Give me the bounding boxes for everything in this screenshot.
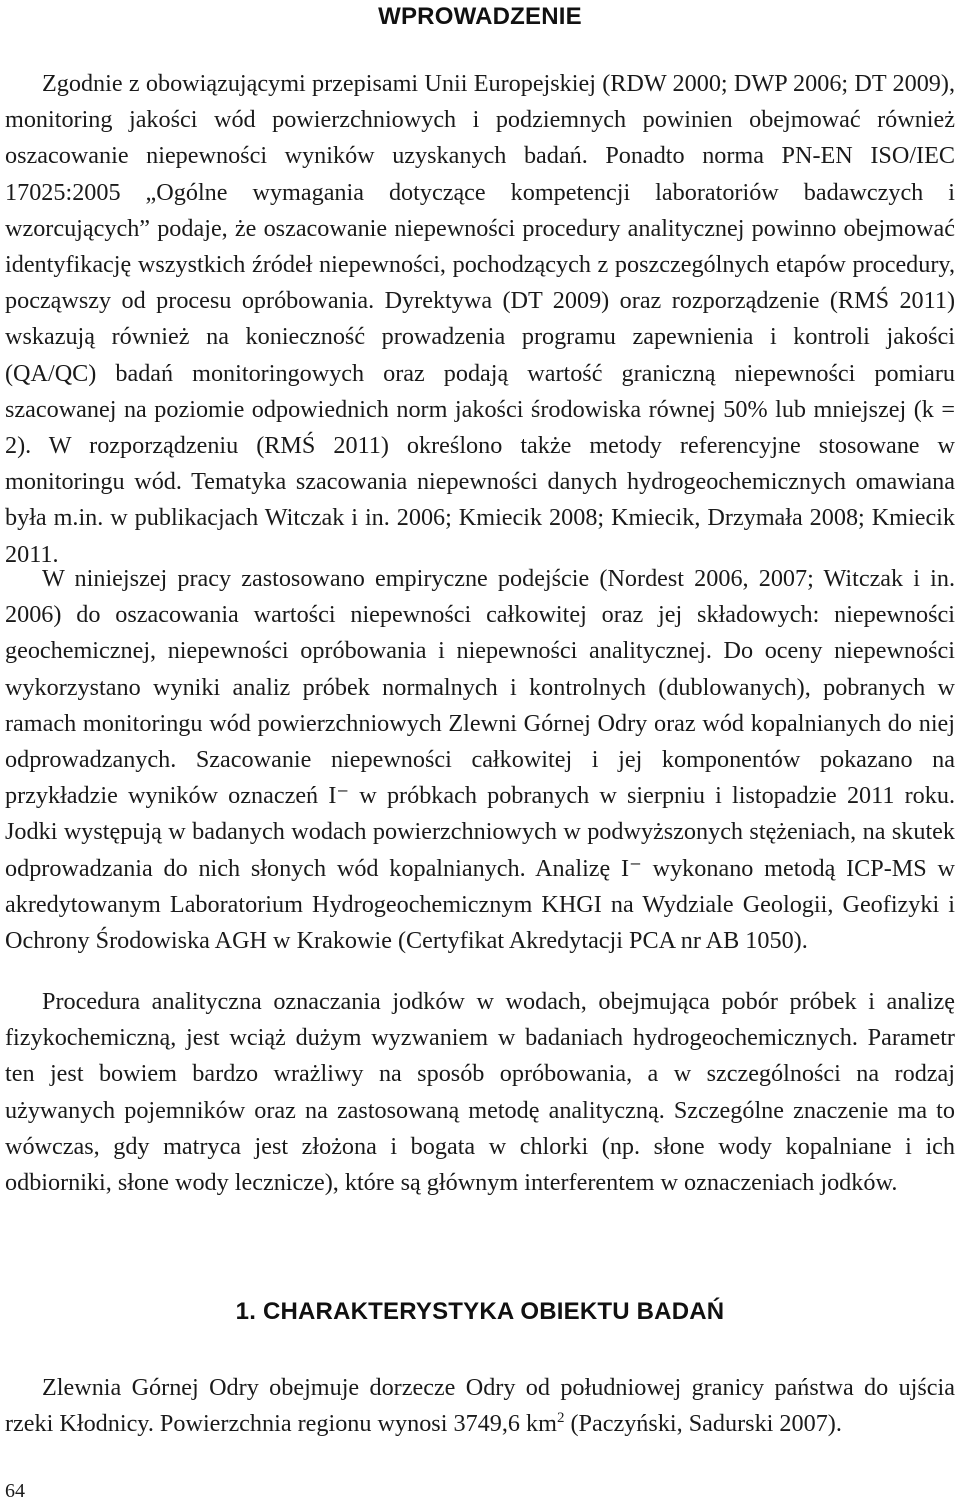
paragraph-1: Zgodnie z obowiązującymi przepisami Unii Europejskiej (RDW 2000; DWP 2006; DT 2009), monitoring jakości wód powierzchniowych i podziemnych powinien obejmować również oszacowanie niepewności wyników uzyskanych badań. Ponadto norma PN-EN ISO/IEC 17025:2005 „Ogólne wymagania dotyczące kompetencji laboratoriów badawczych i wzorcujących” podaje, że oszacowanie niepewności procedury analitycznej powinno obejmować identyfikację wszystkich źródeł niepewności, pochodzących z poszczególnych etapów procedury, począwszy od procesu opróbowania. Dyrektywa (DT 2009) oraz rozporządzenie (RMŚ 2011) wskazują również na konieczność prowadzenia programu zapewnienia i kontroli jakości (QA/QC) badań monitoringowych oraz podają wartość graniczną niepewności pomiaru szacowanej na poziomie odpowiednich norm jakości środowiska równej 50% lub mniejszej (k = 2). W rozporządzeniu (RMŚ 2011) określono także metody referencyjne stosowane w monitoringu wód. Tematyka szacowania niepewności danych hydrogeochemicznych omawiana była m.in. w publikacjach Witczak i in. 2006; Kmiecik 2008; Kmiecik, Drzymała 2008; Kmiecik 2011. [5, 70, 955, 568]
section-heading: 1. CHARAKTERYSTYKA OBIEKTU BADAŃ [235, 1298, 725, 1325]
section-paragraph [5, 1370, 955, 1442]
intro-heading: WPROWADZENIE [378, 3, 582, 30]
section-paragraph-text: Zlewnia Górnej Odry obejmuje dorzecze Odry od południowej granicy państwa do ujścia rzeki Kłodnicy. Powierzchnia regionu wynosi 3749,6 km [5, 1374, 955, 1438]
section-paragraph-text-after: (Paczyński, Sadurski 2007). [564, 1410, 842, 1438]
paragraph-2: W niniejszej pracy zastosowano empiryczne podejście (Nordest 2006, 2007; Witczak i in. 2006) do oszacowania wartości niepewności całkowitej oraz jej składowych: niepewności geochemicznej, niepewności opróbowania i niepewności analitycznej. Do oceny niepewności wykorzystano wyniki analiz próbek normalnych i kontrolnych (dublowanych), pobranych w ramach monitoringu wód powierzchniowych Zlewni Górnej Odry oraz wód kopalnianych do niej odprowadzanych. Szacowanie niepewności całkowitej i jej komponentów pokazano na przykładzie wyników oznaczeń I⁻ w próbkach pobranych w sierpniu i listopadzie 2011 roku. Jodki występują w badanych wodach powierzchniowych w podwyższonych stężeniach, na skutek odprowadzania do nich słonych wód kopalnianych. Analizę I⁻ wykonano metodą ICP-MS w akredytowanym Laboratorium Hydrogeochemicznym KHGI na Wydziale Geologii, Geofizyki i Ochrony Środowiska AGH w Krakowie (Certyfikat Akredytacji PCA nr AB 1050). [5, 565, 955, 955]
paragraph-3: Procedura analityczna oznaczania jodków w wodach, obejmująca pobór próbek i analizę fizykochemiczną, jest wciąż dużym wyzwaniem w badaniach hydrogeochemicznych. Parametr ten jest bowiem bardzo wrażliwy na sposób opróbowania, a w szczególności na rodzaj używanych pojemników oraz na zastosowaną metodę analityczną. Szczególne znaczenie ma to wówczas, gdy matryca jest złożona i bogata w chlorki (np. słone wody kopalniane i ich odbiorniki, słone wody lecznicze), które są głównym interferentem w oznaczeniach jodków. [5, 988, 955, 1197]
area-unit-superscript: 2 [556, 1410, 565, 1427]
page-number: 64 [5, 1480, 25, 1502]
